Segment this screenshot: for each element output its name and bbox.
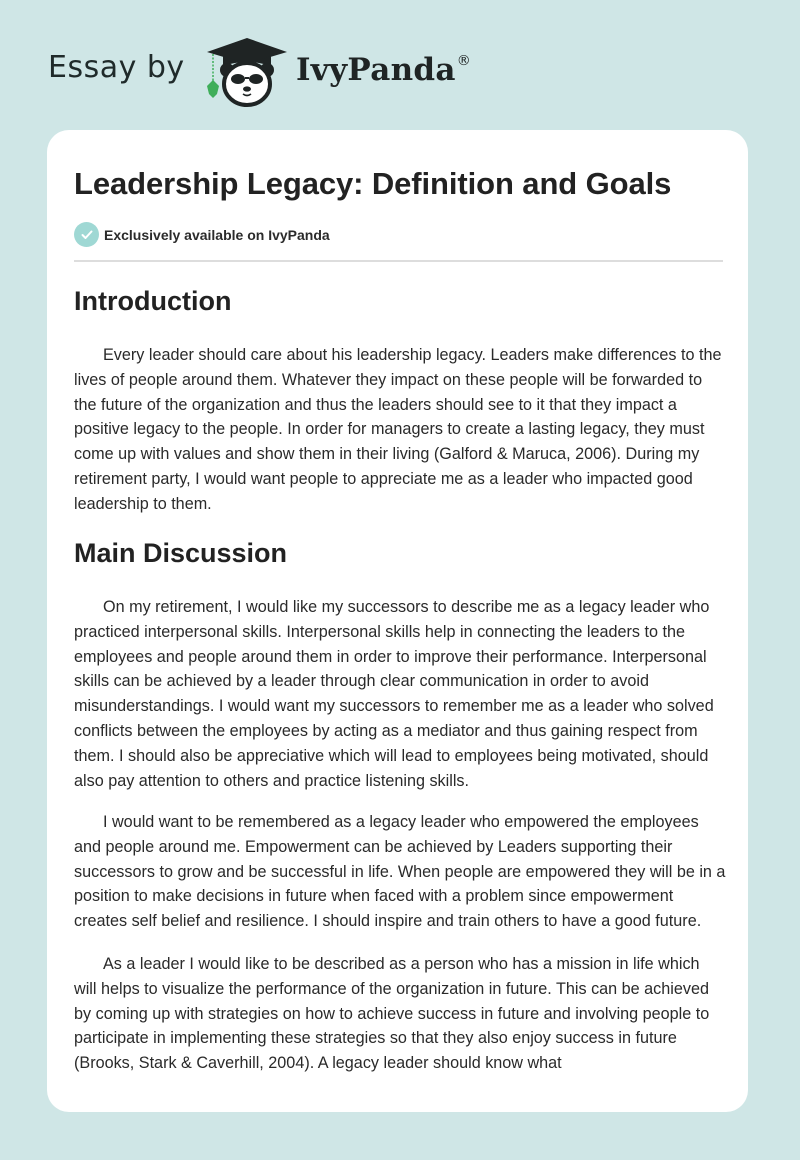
paragraph: On my retirement, I would like my successors to describe me as a legacy leader who practiced interpersonal skills. Interpersonal skills help in connecting the leaders to the employees and people around them in order to improve their performance. Interpersonal skills can be achieved by a leader through clear communication in order to avoid misunderstandings. I would want my successors to remember me as a leader who solved conflicts between the employees by acting as a mediator and thus gaining respect from them. I should also be appreciative which will lead to employees being motivated, should also pay attention to others and practice listening skills. [74, 598, 714, 790]
registered-mark: ® [456, 52, 472, 69]
exclusive-badge-text: Exclusively available on IvyPanda [104, 226, 330, 243]
brand-logo-text[interactable] [296, 52, 471, 88]
exclusive-badge [74, 222, 330, 247]
site-header [0, 0, 800, 130]
check-circle-icon [74, 222, 99, 247]
essay-by-label: Essay by [48, 50, 185, 85]
section-heading-introduction: Introduction [74, 286, 232, 316]
title-divider [74, 260, 723, 262]
panda-graduation-cap-icon[interactable] [203, 36, 291, 108]
paragraph: I would want to be remembered as a legacy leader who empowered the employees and people around me. Empowerment can be achieved by Leaders supporting their successors to grow and be successful in life. When people are empowered they will be in a position to make decisions in future when faced with a problem since empowerment creates self belief and resilience. I should inspire and train others to have a good future. [74, 813, 726, 931]
page-title: Leadership Legacy: Definition and Goals [74, 166, 672, 201]
section-heading-main-discussion: Main Discussion [74, 538, 288, 568]
paragraph: Every leader should care about his leadership legacy. Leaders make differences to the lives of people around them. Whatever they impact on these people will be forwarded to the future of the organization and thus the leaders should see to it that they impact a positive legacy to the people. In order for managers to create a lasting legacy, they must come up with values and show them in their living (Galford & Maruca, 2006). During my retirement party, I would want people to appreciate me as a leader who impacted good leadership to them. [74, 346, 722, 513]
essay-card [47, 130, 748, 1112]
brand-name: IvyPanda [296, 52, 456, 88]
paragraph: As a leader I would like to be described as a person who has a mission in life which will helps to visualize the performance of the organization in future. This can be achieved by coming up with strategies on how to achieve success in future and involving people to participate in implementing these strategies so that they also enjoy success in future (Brooks, Stark & Caverhill, 2004). A legacy leader should know what [74, 955, 710, 1073]
